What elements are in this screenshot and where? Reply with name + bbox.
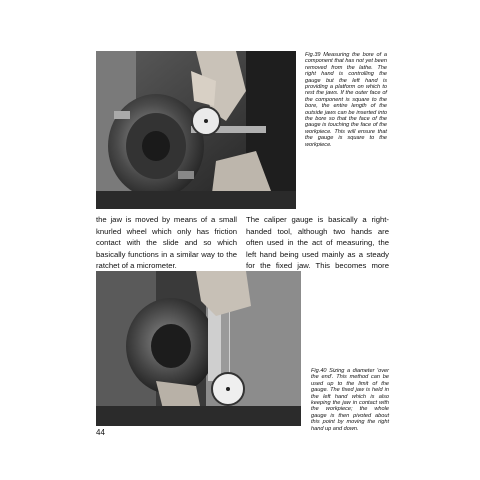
lathe-bore-measurement-image: [96, 51, 296, 209]
body-text-left-column: the jaw is moved by means of a small knurled wheel which only has friction contact with the slide and so which basically functions in a similar way to the ratchet of a micrometer.: [96, 215, 237, 271]
figure-39-caption: Fig.39 Measuring the bore of a component that has not yet been removed from the lathe. The right hand is controlling the gauge but the left hand is providing a platform on which to rest the jaws. If the outer face of the component is square to the bore, the entire length of the outside jaws can be inserted into the bore so that the face of the gauge is touching the face of the workpiece. This will ensure that the gauge is square to the workpiece.: [305, 52, 387, 148]
page-number: 44: [96, 428, 105, 437]
figure-39-photo: [96, 51, 296, 209]
figure-40-photo: [96, 271, 301, 426]
body-text-right-column: The caliper gauge is basically a right-handed tool, although two hands are often used in the act of measuring, the left hand being used mainly as a steady for the fixed jaw. This becomes more: [246, 215, 389, 271]
diameter-sizing-image: [96, 271, 301, 426]
figure-40-caption: Fig.40 Sizing a diameter 'over the end'. This method can be used up to the limit of the gauge. The fixed jaw is held in the left hand which is also keeping the jaw in contact with the workpiece; the whole gauge is then pivoted about this point by moving the right hand up and down.: [311, 368, 389, 432]
